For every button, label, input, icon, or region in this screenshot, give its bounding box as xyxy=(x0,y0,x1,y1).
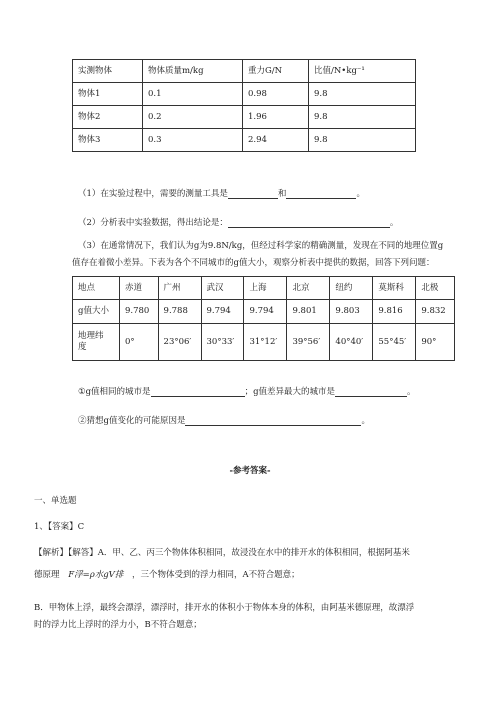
table-cell: 地点 xyxy=(73,277,120,300)
sub-question-2-text: ②猜想g值变化的可能原因是 xyxy=(78,416,186,426)
question-3-line: （3）在通常情况下，我们认为g为9.8N/kg，但经过科学家的精确测量，发现在不同的地理位置g xyxy=(78,241,444,251)
table-cell: 武汉 xyxy=(201,277,244,300)
question-2-end: 。 xyxy=(389,218,399,228)
question-2 xyxy=(78,216,398,228)
table-cell: 物体3 xyxy=(73,129,143,152)
answer-blank[interactable] xyxy=(286,188,356,199)
table-cell: 0.3 xyxy=(143,129,243,152)
answer-blank[interactable] xyxy=(228,188,278,199)
table-cell: 北极 xyxy=(416,277,455,300)
analysis-text: 德原理 xyxy=(34,570,60,580)
table-cell: 0.98 xyxy=(243,83,309,106)
table-cell: 1.96 xyxy=(243,106,309,129)
table-cell: 39°56′ xyxy=(287,324,330,361)
table-cell: g值大小 xyxy=(73,300,120,324)
answer-blank[interactable] xyxy=(228,217,390,228)
latitude-label: 地理纬 xyxy=(78,331,104,342)
table-cell: 9.794 xyxy=(201,300,244,324)
table-cell: 广州 xyxy=(158,277,201,300)
question-3-line: 值存在着微小差异。下表为各个不同城市的g值大小，观察分析表中提供的数据，回答下列问题： xyxy=(72,258,435,268)
city-g-table xyxy=(72,276,455,361)
question-2-text: （2）分析表中实验数据，得出结论是： xyxy=(78,218,228,228)
table-cell: 9.8 xyxy=(309,129,416,152)
question-1-text: （1）在实验过程中，需要的测量工具是 xyxy=(78,189,228,199)
answer-blank[interactable] xyxy=(151,386,245,397)
table-cell: 23°06′ xyxy=(158,324,201,361)
sub-question-1-text: ①g值相同的城市是 xyxy=(78,387,151,397)
table-row xyxy=(73,277,455,300)
section-heading: 一、单选题 xyxy=(34,496,77,506)
measurement-table xyxy=(72,59,416,152)
sub-question-2-end: 。 xyxy=(361,416,370,426)
table-cell: 30°33′ xyxy=(201,324,244,361)
analysis-line-2 xyxy=(34,568,300,580)
table-cell: 9.801 xyxy=(287,300,330,324)
table-cell: 赤道 xyxy=(119,277,158,300)
sub-question-1-end: 。 xyxy=(407,387,416,397)
sub-question-1 xyxy=(78,385,416,397)
table-header-cell: 实测物体 xyxy=(73,60,143,83)
table-header-row xyxy=(73,60,416,83)
table-cell: 90° xyxy=(416,324,455,361)
table-cell: 0.2 xyxy=(143,106,243,129)
question-1-end: 。 xyxy=(356,189,365,199)
option-b-line: B．甲物体上浮，最终会漂浮，漂浮时，排开水的体积小于物体本身的体积，由阿基米德原理，故漂浮 xyxy=(34,603,415,613)
table-cell: 0.1 xyxy=(143,83,243,106)
table-row xyxy=(73,129,416,152)
analysis-text: ，三个物体受到的浮力相同，A不符合题意； xyxy=(132,570,300,580)
table-cell: 9.832 xyxy=(416,300,455,324)
table-cell: 31°12′ xyxy=(244,324,287,361)
table-row xyxy=(73,300,455,324)
table-cell: 纽约 xyxy=(330,277,373,300)
table-cell: 9.8 xyxy=(309,106,416,129)
table-cell: 55°45′ xyxy=(373,324,416,361)
table-cell: 上海 xyxy=(244,277,287,300)
table-cell: 北京 xyxy=(287,277,330,300)
table-row xyxy=(73,324,455,361)
table-cell xyxy=(73,324,120,361)
answer-item: 1、【答案】C xyxy=(34,522,85,532)
table-header-cell: 物体质量m/kg xyxy=(143,60,243,83)
table-cell: 9.816 xyxy=(373,300,416,324)
table-cell: 9.8 xyxy=(309,83,416,106)
question-1-joiner: 和 xyxy=(277,189,287,199)
table-row xyxy=(73,106,416,129)
table-cell: 9.788 xyxy=(158,300,201,324)
table-cell: 9.794 xyxy=(244,300,287,324)
answer-blank[interactable] xyxy=(335,386,407,397)
table-cell: 0° xyxy=(119,324,158,361)
table-cell: 物体2 xyxy=(73,106,143,129)
table-header-cell: 重力G/N xyxy=(243,60,309,83)
sub-question-1-text-b: ；g值差异最大的城市是 xyxy=(244,387,336,397)
buoyancy-formula: F浮=ρ水gV排 xyxy=(68,570,124,580)
table-cell: 9.803 xyxy=(330,300,373,324)
table-header-cell: 比值/N•kg⁻¹ xyxy=(309,60,416,83)
latitude-label: 度 xyxy=(78,342,87,352)
table-cell: 莫斯科 xyxy=(373,277,416,300)
question-3 xyxy=(72,238,456,272)
question-1 xyxy=(78,187,365,199)
table-cell: 物体1 xyxy=(73,83,143,106)
table-cell: 40°40′ xyxy=(330,324,373,361)
table-row xyxy=(73,83,416,106)
table-cell: 2.94 xyxy=(243,129,309,152)
option-b-line: 时的浮力比上浮时的浮力小，B不符合题意； xyxy=(34,620,202,630)
analysis-line: 【解析】【解答】A．甲、乙、丙三个物体体积相同，故浸没在水中的排开水的体积相同，根据阿基米 xyxy=(34,548,410,558)
sub-question-2 xyxy=(78,414,370,426)
table-cell: 9.780 xyxy=(119,300,158,324)
answer-blank[interactable] xyxy=(185,415,361,426)
answers-heading: -参考答案- xyxy=(229,466,271,476)
